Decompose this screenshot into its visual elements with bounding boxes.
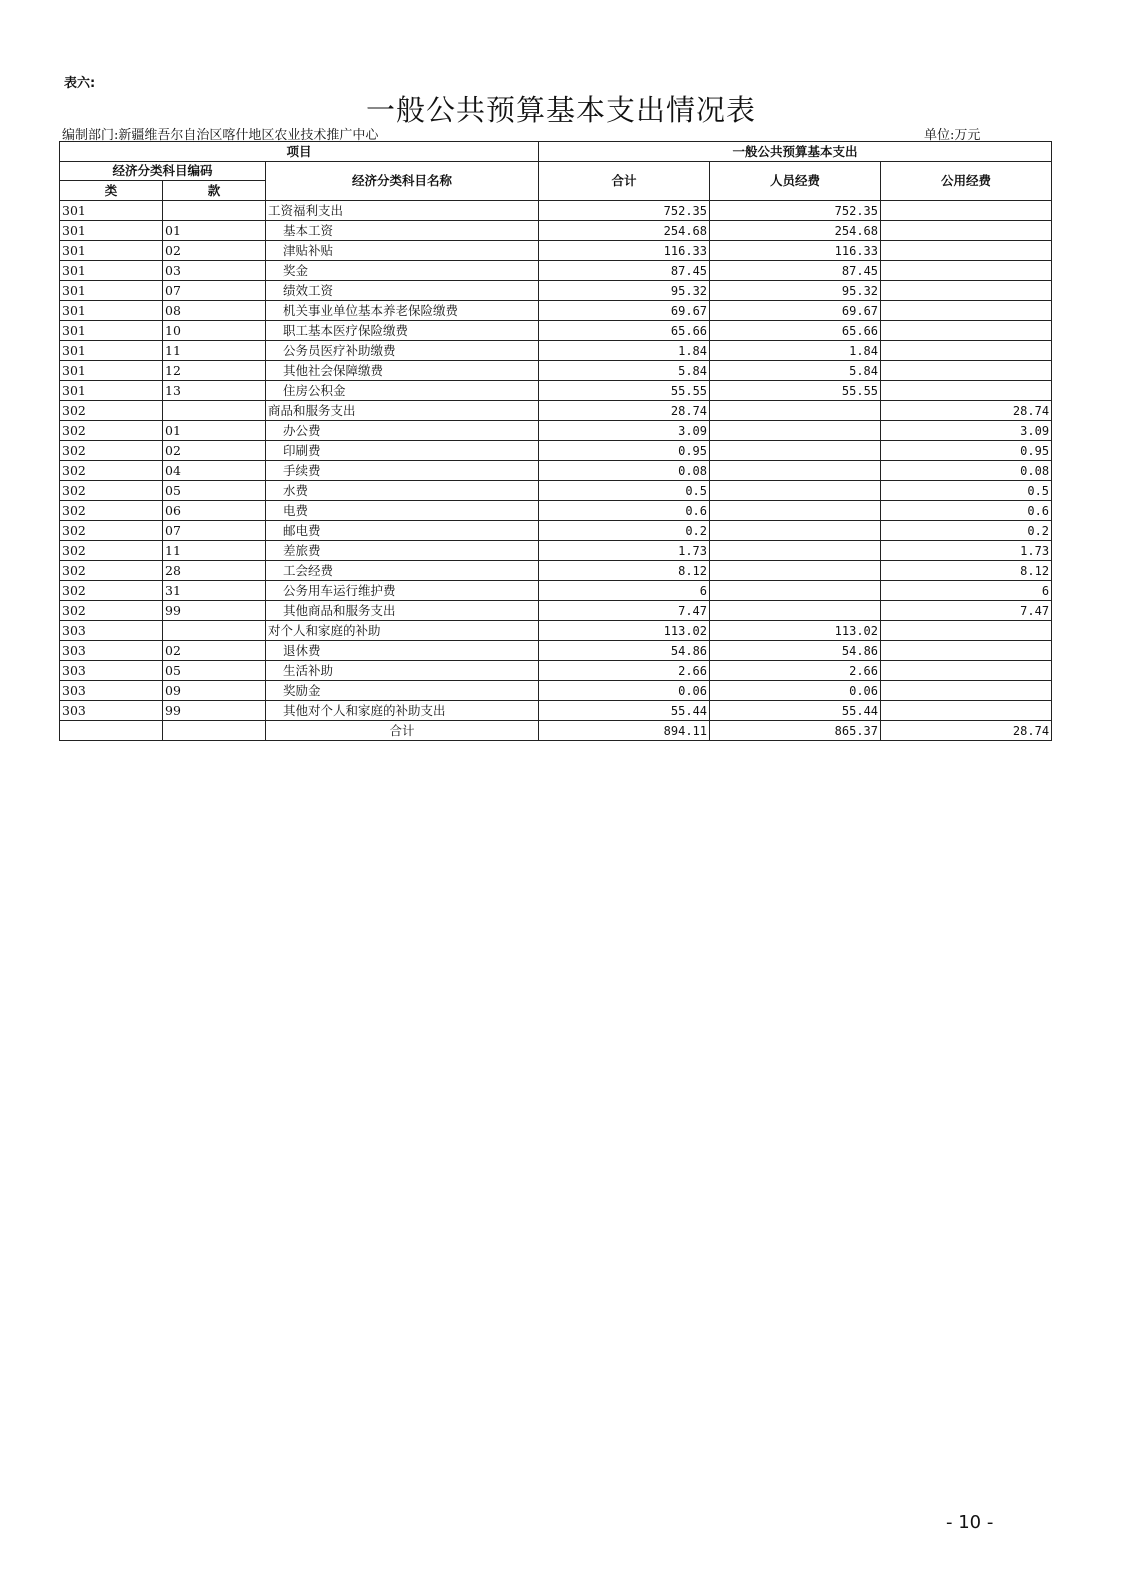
cell-public (881, 621, 1052, 641)
cell-personnel: 113.02 (710, 621, 881, 641)
cell-lei: 301 (60, 361, 163, 381)
cell-personnel: 55.55 (710, 381, 881, 401)
table-row (60, 321, 1052, 341)
table-row (60, 581, 1052, 601)
cell-kuan (163, 201, 266, 221)
table-number: 表六: (64, 76, 96, 91)
cell-kuan: 05 (163, 481, 266, 501)
cell-total: 65.66 (539, 321, 710, 341)
cell-personnel (710, 421, 881, 441)
cell-public: 8.12 (881, 561, 1052, 581)
table-row (60, 561, 1052, 581)
cell-name: 奖金 (266, 261, 539, 281)
cell-kuan: 28 (163, 561, 266, 581)
cell-total: 3.09 (539, 421, 710, 441)
cell-lei: 301 (60, 301, 163, 321)
cell-name: 商品和服务支出 (266, 401, 539, 421)
cell-name: 住房公积金 (266, 381, 539, 401)
table-row (60, 621, 1052, 641)
cell-kuan: 99 (163, 701, 266, 721)
cell-public (881, 201, 1052, 221)
cell-kuan: 07 (163, 521, 266, 541)
table-row (60, 421, 1052, 441)
cell-public (881, 301, 1052, 321)
cell-public (881, 241, 1052, 261)
cell-name: 其他商品和服务支出 (266, 601, 539, 621)
cell-total: 0.08 (539, 461, 710, 481)
cell-personnel (710, 401, 881, 421)
cell-kuan: 11 (163, 341, 266, 361)
cell-personnel: 254.68 (710, 221, 881, 241)
cell-name: 电费 (266, 501, 539, 521)
cell-personnel: 69.67 (710, 301, 881, 321)
cell-public (881, 221, 1052, 241)
cell-lei: 301 (60, 201, 163, 221)
cell-lei: 303 (60, 621, 163, 641)
cell-name: 工会经费 (266, 561, 539, 581)
cell-lei: 302 (60, 441, 163, 461)
sum-public: 28.74 (881, 721, 1052, 741)
header-item: 项目 (60, 142, 539, 162)
page-number: - 10 - (946, 1512, 994, 1533)
cell-lei: 303 (60, 641, 163, 661)
cell-total: 254.68 (539, 221, 710, 241)
header-kuan: 款 (163, 181, 266, 201)
table-row (60, 301, 1052, 321)
cell-kuan: 03 (163, 261, 266, 281)
cell-personnel: 2.66 (710, 661, 881, 681)
sum-row (60, 721, 1052, 741)
header-code: 经济分类科目编码 (60, 162, 266, 181)
cell-total: 0.5 (539, 481, 710, 501)
cell-total: 87.45 (539, 261, 710, 281)
cell-personnel (710, 541, 881, 561)
cell-kuan (163, 401, 266, 421)
cell-name: 其他社会保障缴费 (266, 361, 539, 381)
cell-name: 奖励金 (266, 681, 539, 701)
cell-kuan: 10 (163, 321, 266, 341)
cell-public: 7.47 (881, 601, 1052, 621)
cell-name: 机关事业单位基本养老保险缴费 (266, 301, 539, 321)
cell-name: 绩效工资 (266, 281, 539, 301)
cell-lei: 302 (60, 601, 163, 621)
cell-personnel (710, 481, 881, 501)
sum-lei-cell (60, 721, 163, 741)
cell-total: 1.84 (539, 341, 710, 361)
cell-name: 职工基本医疗保险缴费 (266, 321, 539, 341)
cell-lei: 301 (60, 381, 163, 401)
cell-kuan: 04 (163, 461, 266, 481)
cell-public (881, 641, 1052, 661)
cell-public: 28.74 (881, 401, 1052, 421)
cell-kuan: 01 (163, 221, 266, 241)
cell-lei: 301 (60, 321, 163, 341)
table-row (60, 661, 1052, 681)
cell-public (881, 681, 1052, 701)
table-row (60, 341, 1052, 361)
cell-name: 水费 (266, 481, 539, 501)
cell-name: 其他对个人和家庭的补助支出 (266, 701, 539, 721)
cell-personnel (710, 521, 881, 541)
cell-kuan: 08 (163, 301, 266, 321)
cell-lei: 301 (60, 281, 163, 301)
cell-personnel (710, 461, 881, 481)
cell-name: 邮电费 (266, 521, 539, 541)
cell-public (881, 321, 1052, 341)
cell-total: 113.02 (539, 621, 710, 641)
table-row (60, 441, 1052, 461)
table-row (60, 201, 1052, 221)
table-body (60, 201, 1052, 721)
cell-personnel: 116.33 (710, 241, 881, 261)
cell-public (881, 361, 1052, 381)
cell-personnel: 55.44 (710, 701, 881, 721)
cell-lei: 302 (60, 521, 163, 541)
cell-name: 手续费 (266, 461, 539, 481)
cell-total: 0.6 (539, 501, 710, 521)
cell-kuan: 09 (163, 681, 266, 701)
header-lei: 类 (60, 181, 163, 201)
cell-kuan: 06 (163, 501, 266, 521)
table-row (60, 401, 1052, 421)
cell-kuan: 31 (163, 581, 266, 601)
cell-lei: 303 (60, 701, 163, 721)
cell-lei: 302 (60, 481, 163, 501)
table-row (60, 361, 1052, 381)
unit-label: 单位:万元 (924, 128, 981, 143)
cell-kuan: 01 (163, 421, 266, 441)
cell-personnel: 1.84 (710, 341, 881, 361)
cell-public: 0.5 (881, 481, 1052, 501)
cell-public (881, 281, 1052, 301)
cell-personnel: 87.45 (710, 261, 881, 281)
table-row (60, 281, 1052, 301)
cell-lei: 303 (60, 681, 163, 701)
cell-personnel: 752.35 (710, 201, 881, 221)
cell-name: 公务员医疗补助缴费 (266, 341, 539, 361)
cell-name: 基本工资 (266, 221, 539, 241)
table-row (60, 481, 1052, 501)
cell-public (881, 661, 1052, 681)
cell-personnel: 5.84 (710, 361, 881, 381)
cell-public (881, 701, 1052, 721)
cell-lei: 302 (60, 541, 163, 561)
table-row (60, 261, 1052, 281)
cell-public: 0.08 (881, 461, 1052, 481)
cell-name: 对个人和家庭的补助 (266, 621, 539, 641)
cell-public: 0.95 (881, 441, 1052, 461)
table-row (60, 541, 1052, 561)
cell-name: 印刷费 (266, 441, 539, 461)
cell-kuan: 02 (163, 641, 266, 661)
cell-lei: 302 (60, 581, 163, 601)
cell-kuan: 07 (163, 281, 266, 301)
department-label: 编制部门:新疆维吾尔自治区喀什地区农业技术推广中心 (62, 128, 379, 143)
page-title: 一般公共预算基本支出情况表 (365, 93, 756, 127)
cell-kuan: 05 (163, 661, 266, 681)
budget-table (59, 141, 1052, 741)
cell-kuan: 02 (163, 241, 266, 261)
cell-kuan (163, 621, 266, 641)
cell-total: 116.33 (539, 241, 710, 261)
cell-personnel: 0.06 (710, 681, 881, 701)
cell-public (881, 341, 1052, 361)
cell-total: 0.06 (539, 681, 710, 701)
cell-lei: 301 (60, 261, 163, 281)
header-name: 经济分类科目名称 (266, 162, 539, 201)
cell-lei: 302 (60, 421, 163, 441)
table-row (60, 641, 1052, 661)
cell-name: 生活补助 (266, 661, 539, 681)
sum-personnel: 865.37 (710, 721, 881, 741)
table-row (60, 681, 1052, 701)
cell-kuan: 12 (163, 361, 266, 381)
header-personnel: 人员经费 (710, 162, 881, 201)
cell-total: 95.32 (539, 281, 710, 301)
cell-lei: 302 (60, 501, 163, 521)
cell-personnel (710, 601, 881, 621)
cell-kuan: 13 (163, 381, 266, 401)
cell-personnel: 65.66 (710, 321, 881, 341)
cell-lei: 301 (60, 341, 163, 361)
cell-total: 28.74 (539, 401, 710, 421)
sum-kuan-cell (163, 721, 266, 741)
cell-lei: 302 (60, 401, 163, 421)
cell-public: 1.73 (881, 541, 1052, 561)
cell-lei: 303 (60, 661, 163, 681)
cell-kuan: 02 (163, 441, 266, 461)
cell-public: 0.2 (881, 521, 1052, 541)
table-row (60, 501, 1052, 521)
table-row (60, 381, 1052, 401)
cell-personnel (710, 581, 881, 601)
cell-kuan: 99 (163, 601, 266, 621)
cell-personnel (710, 501, 881, 521)
cell-personnel: 54.86 (710, 641, 881, 661)
cell-name: 津贴补贴 (266, 241, 539, 261)
cell-personnel (710, 561, 881, 581)
cell-public (881, 261, 1052, 281)
cell-total: 55.55 (539, 381, 710, 401)
cell-total: 1.73 (539, 541, 710, 561)
cell-public (881, 381, 1052, 401)
cell-name: 办公费 (266, 421, 539, 441)
table-row (60, 461, 1052, 481)
table-row (60, 521, 1052, 541)
cell-total: 54.86 (539, 641, 710, 661)
cell-total: 752.35 (539, 201, 710, 221)
cell-name: 工资福利支出 (266, 201, 539, 221)
cell-name: 差旅费 (266, 541, 539, 561)
cell-name: 退休费 (266, 641, 539, 661)
cell-total: 69.67 (539, 301, 710, 321)
cell-lei: 302 (60, 561, 163, 581)
sum-label: 合计 (266, 721, 539, 741)
cell-lei: 301 (60, 221, 163, 241)
cell-lei: 301 (60, 241, 163, 261)
cell-personnel (710, 441, 881, 461)
cell-public: 6 (881, 581, 1052, 601)
table-row (60, 241, 1052, 261)
cell-kuan: 11 (163, 541, 266, 561)
cell-total: 6 (539, 581, 710, 601)
cell-total: 8.12 (539, 561, 710, 581)
sum-total: 894.11 (539, 721, 710, 741)
cell-total: 5.84 (539, 361, 710, 381)
cell-public: 0.6 (881, 501, 1052, 521)
header-total: 合计 (539, 162, 710, 201)
cell-personnel: 95.32 (710, 281, 881, 301)
cell-total: 7.47 (539, 601, 710, 621)
cell-total: 0.95 (539, 441, 710, 461)
header-public: 公用经费 (881, 162, 1052, 201)
cell-total: 2.66 (539, 661, 710, 681)
table-row (60, 701, 1052, 721)
header-general-budget: 一般公共预算基本支出 (539, 142, 1052, 162)
cell-public: 3.09 (881, 421, 1052, 441)
cell-total: 55.44 (539, 701, 710, 721)
cell-name: 公务用车运行维护费 (266, 581, 539, 601)
cell-lei: 302 (60, 461, 163, 481)
table-row (60, 221, 1052, 241)
cell-total: 0.2 (539, 521, 710, 541)
table-row (60, 601, 1052, 621)
